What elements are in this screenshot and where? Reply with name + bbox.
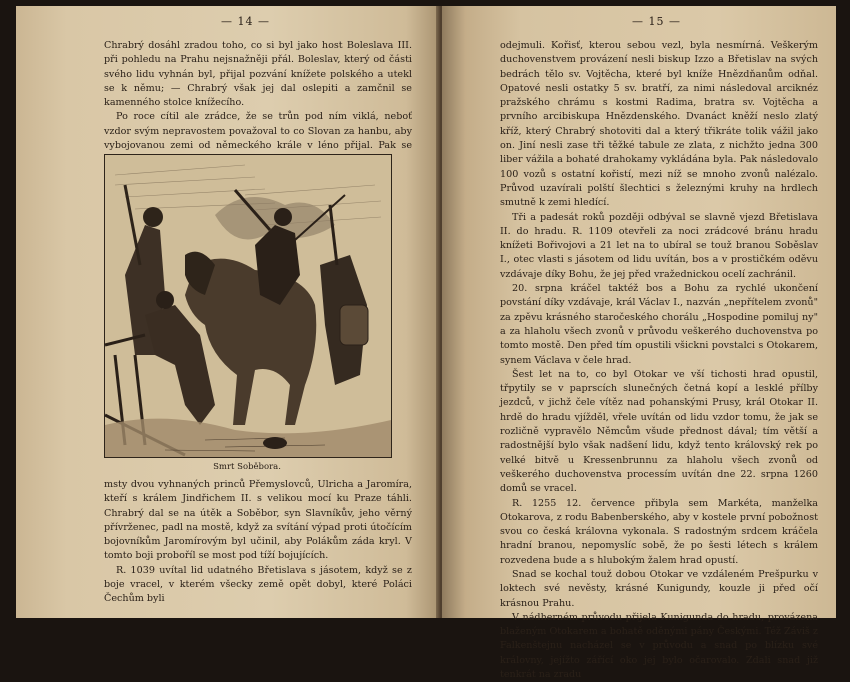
paragraph: odejmuli. Kořisť, kterou sebou vezl, byla nesmírná. Veškerým duchovenstvem provázení nesli biskup Izzo a Břetislav na svých bedrách tělo sv. Vojtěcha, které byl kníže Hnězdňanům odňal. Opatové nesli ostatky 5 sv. bratří, za nimi následoval arciknéz pražského chrámu s kostmi Radima, bratra sv. Vojtěcha a prvního arcibiskupa Hnězdenského. Dvanáct kněží neslo zlatý kříž, který Chrabrý shotoviti dal a který třikráte tolik vážil jako on. Jiní nesli zase tři těžké tabule ze zlata, z nichžto jedna 300 liber vážila a bohaté drahokamy vykládána byla. Pak následovalo 100 vozů s ostatní kořistí, mezi níž se mnoho zvonů nalézalo. Průvod uzavírali polští šlechtici s železnými kruhy na hrdlech smutně k zemi hledící. (500, 40, 818, 209)
paragraph: Šest let na to, co byl Otokar ve vší tichosti hrad opustil, třpytily se v paprscích slunečných četná kopí a lesklé přílby jezdců, v jichž čele vítěz nad pohanskými Prusy, král Otokar II. hrdě do hradu vjížděl, vřele uvítán od lidu vzdor tomu, že jak se rozličně vypravělo Němcům všude přednost dával; tím větší a radostnější bylo však nadšení lidu, když tento královský rek po velké bitvě u Kressenbrunnu za hlaholu všech zvonů od veškerého duchovenstva processím uvítán dne 22. srpna 1260 domů se vracel. (500, 368, 818, 495)
right-page (442, 6, 836, 681)
figure-caption: Smrt Soběbora. (213, 462, 281, 472)
engraving-illustration (104, 154, 392, 458)
paragraph: Snad se kochal touž dobou Otokar ve vzdáleném Prešpurku v loktech své nevěsty, krásné Kunigundy, kouzle ji před očí krásnou Prahu. (500, 568, 818, 609)
page-number-right: — 15 — (632, 15, 681, 28)
paragraph: Chrabrý dosáhl zradou toho, co si byl jako host Boleslava III. při pohledu na Prahu nejsnažněji přál. Boleslav, který od části svého lidu vyhnán byl, přijal pozvání knížete polského a utekl se k němu; — Chrabrý však jej dal oslepiti a zamčnil se kamenného stolce knížecího. (104, 40, 412, 109)
left-text-top (104, 39, 412, 168)
paragraph: msty dvou vyhnaných princů Přemyslovců, Ulricha a Jaromíra, kteří s králem Jindřichem II. s velikou mocí ku Praze táhli. Chrabrý dal se na útěk a Soběbor, syn Slavníkův, jeho věrný přívrženec, padl na mostě, když za svítání výpad proti útočícím bojovníkům Jaromírovým byl učinil, aby Polákům záda kryl. V tomto boji proboříl se most pod tíží bojujících. (104, 479, 412, 562)
left-page (16, 6, 440, 618)
paragraph: Tři a padesát roků později odbýval se slavně vjezd Břetislava II. do hradu. R. 1109 otevřeli za noci zrádcové bránu hradu knížeti Bořivojovi a 21 let na to ubíral se touž branou Soběslav I., otec vlasti s jásotem od lidu uvítán, bos a v prostičkém oděvu vzdávaje díky Bohu, že jej před vražednickou ocelí zachránil. (500, 211, 818, 280)
page-number-left: — 14 — (221, 15, 270, 28)
paragraph: 20. srpna kráčel taktéž bos a Bohu za rychlé ukončení povstání díky vzdávaje, král Václav I., nazván „nepřítelem zvonů" za zpěvu krásného staročeského chorálu „Hospodine pomiluj ny" a za hlaholu všech zvonů v průvodu veškerého duchovenstva po tomto mostě. Den před tím opustili všickni povstalci s Otokarem, synem Václava v čele hrad. (500, 283, 818, 366)
right-text (500, 39, 818, 682)
engraving-image (105, 155, 391, 457)
paragraph: V nádherném průvodu přijela Kunigunda do hradu, provázena blaženým Otokarem a bohatě oděnými pány Českými. Též Záviš z Falkenštejnu nacházel se v průvodu a snad po blízku své královny, jejížto zářící oko jej bylo očarovalo. Zdali snad již tenkrát na zradu (500, 611, 818, 681)
paragraph: R. 1255 12. července přibyla sem Markéta, manželka Otokarova, z rodu Babenberského, aby v kostele první pobožnost svou co česká královna vykonala. S radostným srdcem kráčela hradní branou, nepomyslíc sobě, že po šesti létech s králem rozvedena bude a s hlubokým žalem hrad opustí. (500, 497, 818, 566)
paragraph: R. 1039 uvítal lid udatného Břetislava s jásotem, když se z boje vracel, v kterém všecky země opět dobyl, které Poláci Čechům byli (104, 564, 412, 605)
paragraph: Po roce cítil ale zrádce, že se trůn pod ním viklá, neboť vzdor svým nepravostem považoval to co Slovan za hanbu, aby vybojovanou zemi od německého krále v léno přijal. Pak se (104, 111, 412, 152)
left-text-bottom (104, 478, 412, 607)
